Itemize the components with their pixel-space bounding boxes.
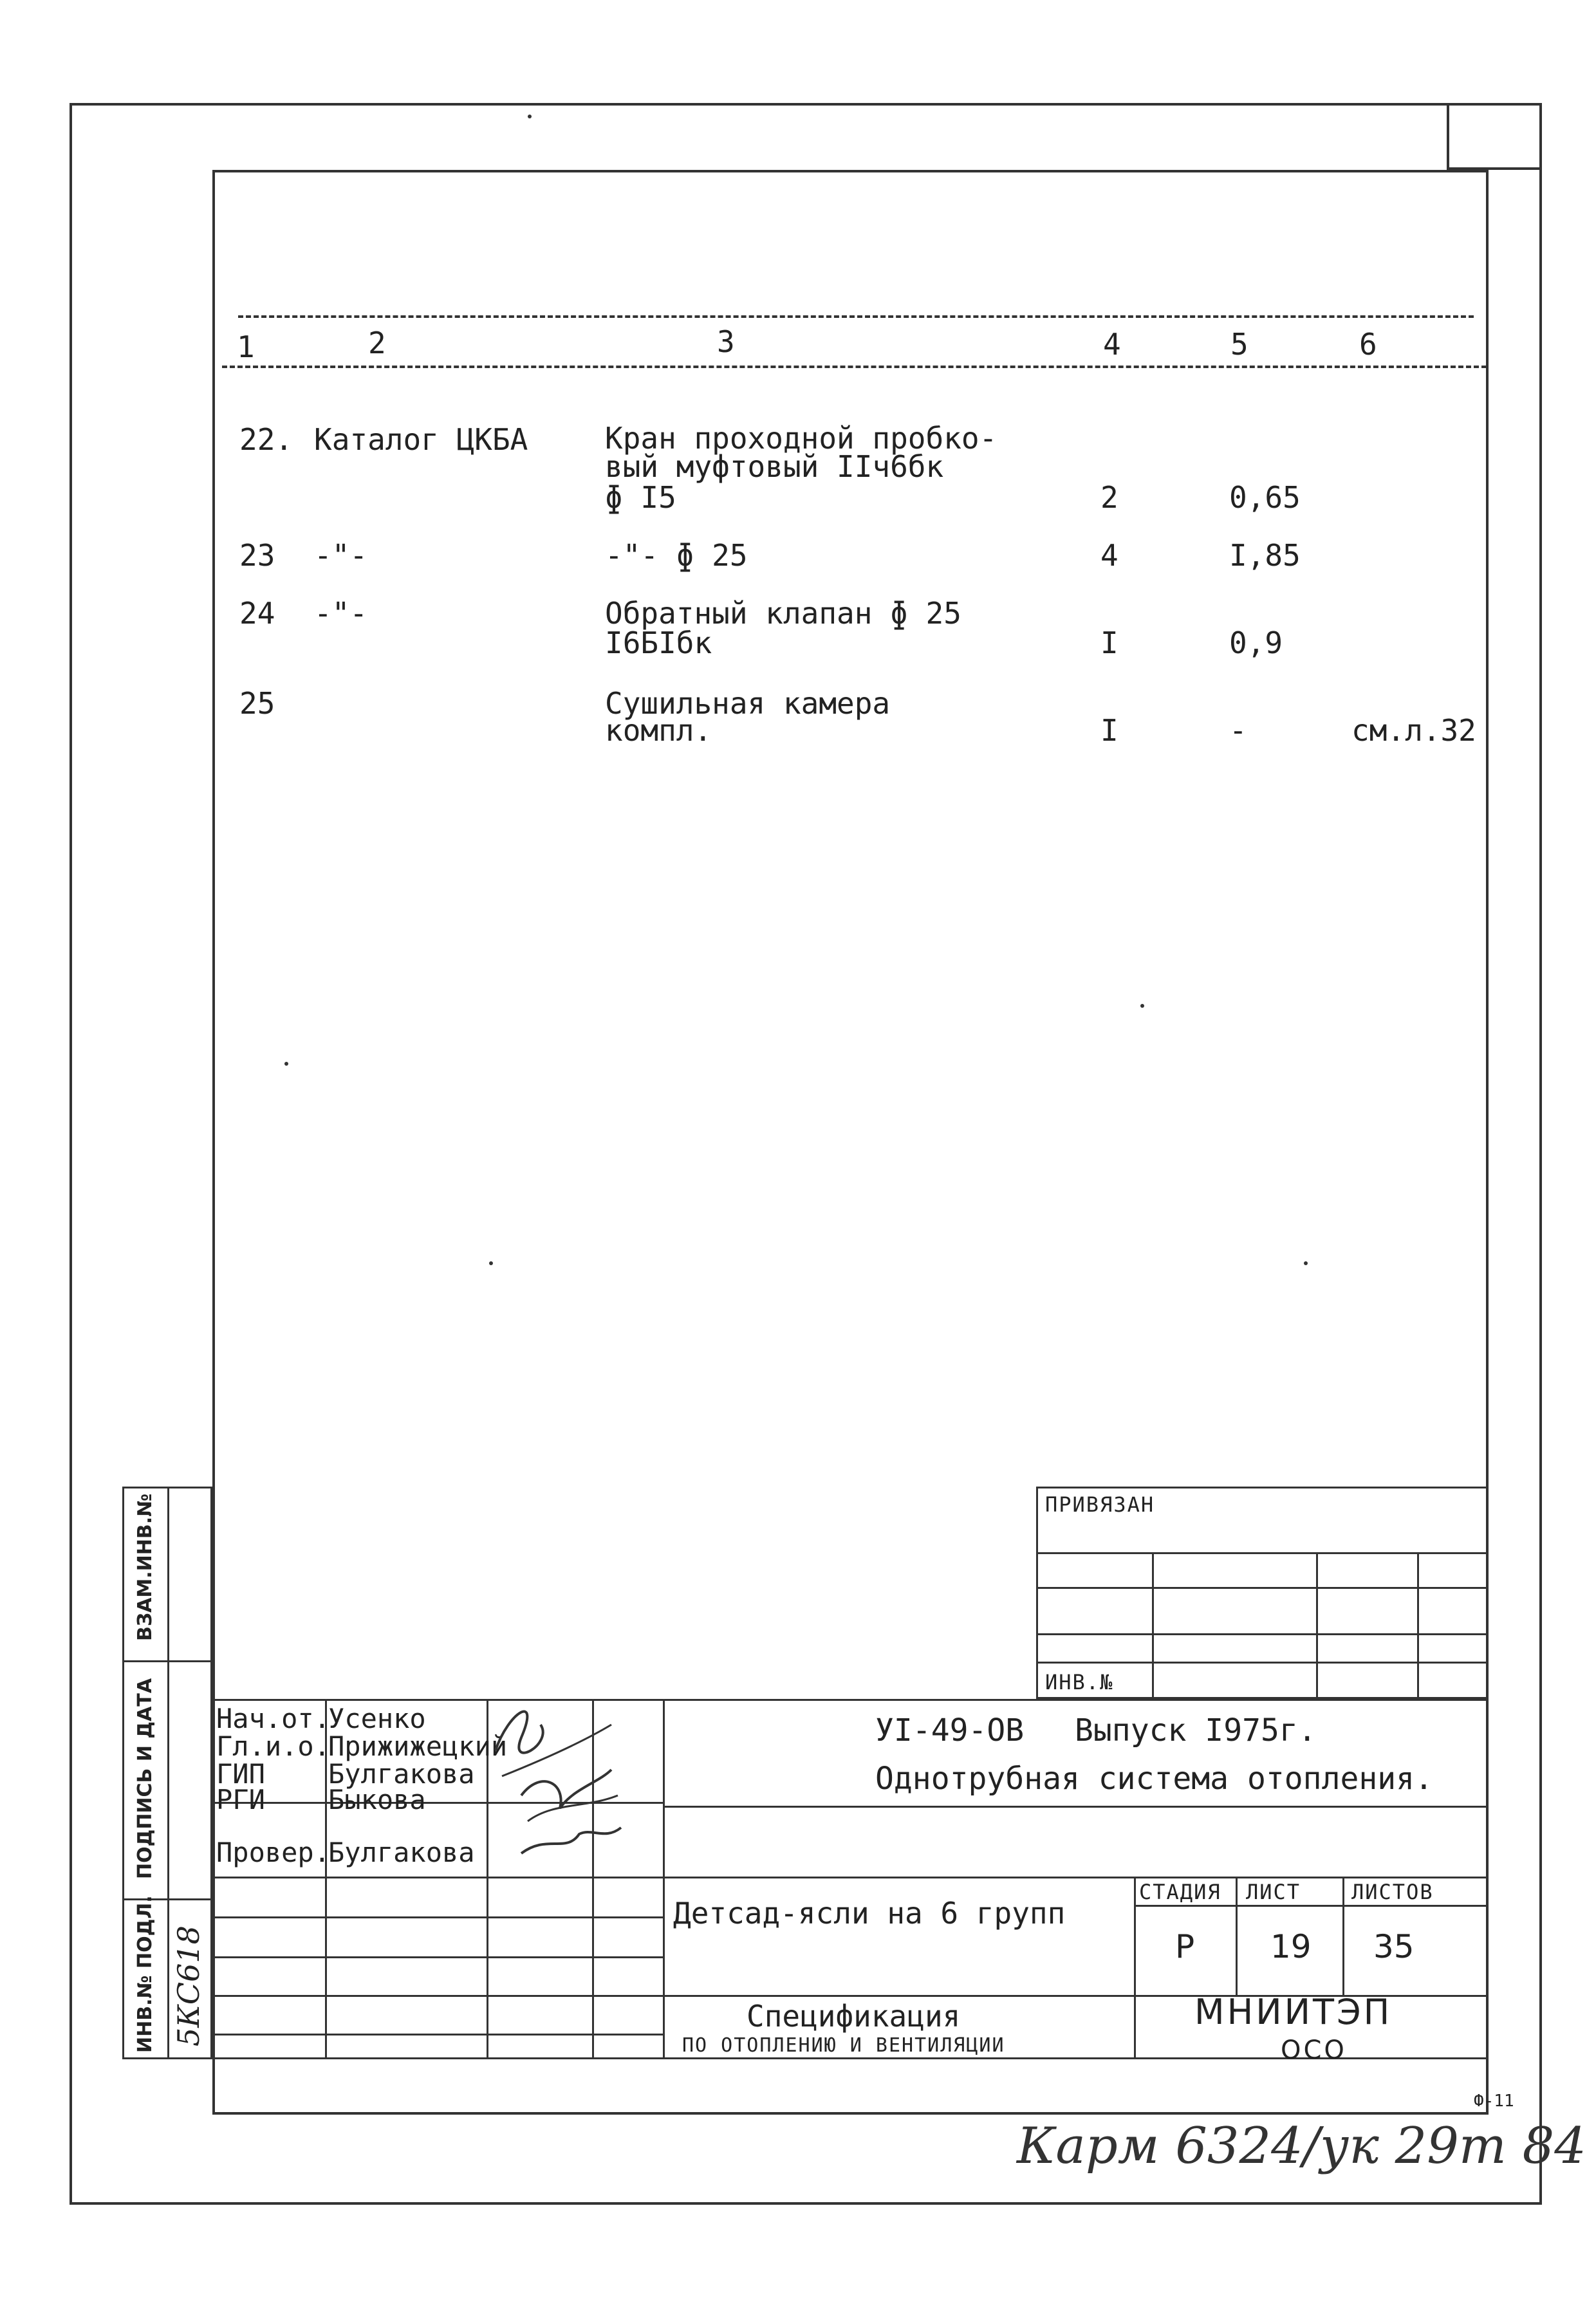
col-header-3: 3 [717,324,735,359]
scan-speck [528,115,532,118]
row-23-quantity: 4 [1100,538,1118,573]
title-line [212,1956,663,1958]
organization-name: МНИИТЭП [1194,1992,1393,2032]
role-checker: Провер. [216,1837,331,1868]
stage-label: СТАДИЯ [1139,1880,1221,1904]
title-line [1134,1905,1489,1907]
row-22-quantity: 2 [1100,480,1118,515]
sheet-value: 19 [1270,1928,1312,1965]
side-line [122,1660,212,1662]
row-23-number: 23 [239,538,275,573]
row-25-name-line2: компл. [605,713,712,748]
title-vline [1236,1877,1238,1995]
footer-handwritten-note: Карм 6324/ук 29т 84 [1017,2117,1586,2175]
col-header-2: 2 [368,326,386,360]
form-code: Ф-11 [1474,2091,1514,2111]
title-line [212,2034,663,2035]
row-23-mass: I,85 [1229,538,1301,573]
binding-vline [1417,1552,1419,1699]
col-header-1: 1 [237,329,255,364]
sheets-label: ЛИСТОВ [1351,1880,1434,1904]
side-label-orig-inv: ИНВ.№ ПОДЛ. [134,1895,156,2053]
row-24-name-line1: Обратный клапан ɸ 25 [605,596,961,631]
row-25-name-line1: Сушильная камера [605,686,891,721]
row-24-number: 24 [239,596,275,631]
title-vline [1342,1877,1344,1995]
row-25-number: 25 [239,686,275,721]
side-handwritten-number: 5КС618 [171,1925,206,2046]
inventory-label: ИНВ.№ [1045,1670,1114,1694]
row-22-name-line2: вый муфтовый IIч6бк [605,449,944,484]
row-22-number: 22. [239,422,293,457]
row-22-name-line3: ɸ I5 [605,480,676,515]
row-22-reference: Каталог ЦКБА [314,422,528,457]
name-head-of-dept: Усенко [328,1703,426,1734]
stage-value: Р [1175,1928,1195,1965]
role-chief-engineer: Гл.и.о. [216,1730,331,1762]
document-code: УI-49-ОВ [875,1712,1025,1748]
row-24-reference: -"- [314,596,368,631]
binding-line [1036,1587,1489,1589]
title-vline [1134,1877,1136,2059]
name-checker: Булгакова [328,1837,475,1868]
row-23-reference: -"- [314,538,368,573]
row-25-quantity: I [1100,713,1118,748]
project-name: Детсад-ясли на 6 групп [673,1896,1066,1931]
scan-speck [489,1261,493,1265]
sheet-label: ЛИСТ [1246,1880,1301,1904]
spec-subtitle: ПО ОТОПЛЕНИЮ И ВЕНТИЛЯЦИИ [682,2034,1005,2057]
col-header-5: 5 [1230,327,1248,362]
name-chief-engineer: Прижижецкий [328,1730,508,1762]
organization-dept: ОСО [1281,2035,1347,2065]
binding-line [1036,1633,1489,1635]
row-24-mass: 0,9 [1229,626,1283,660]
header-dash-bottom [222,366,1487,368]
row-22-mass: 0,65 [1229,480,1301,515]
row-24-name-line2: I6БIбк [605,626,712,660]
name-gip: Булгакова [328,1758,475,1790]
scan-speck [1140,1004,1144,1008]
binding-label: ПРИВЯЗАН [1045,1492,1155,1517]
title-line [663,1806,1489,1808]
side-label-replace-inv: ВЗАМ.ИНВ.№ [134,1493,156,1641]
side-vline [167,1487,169,2059]
role-head-of-dept: Нач.от. [216,1703,331,1734]
role-rgi: РГИ [216,1784,265,1815]
col-header-4: 4 [1103,327,1121,362]
sheets-value: 35 [1373,1928,1415,1965]
binding-vline [1152,1552,1154,1699]
scan-speck [1304,1261,1308,1265]
frame-notch [1447,103,1542,170]
signatures [483,1673,637,1879]
issue-year: Выпуск I975г. [1075,1712,1317,1748]
binding-line [1036,1662,1489,1664]
col-header-6: 6 [1359,327,1377,362]
title-line [212,1877,1489,1878]
role-gip: ГИП [216,1758,265,1790]
row-25-mass: - [1229,713,1247,748]
system-title: Однотрубная система отопления. [875,1761,1433,1797]
scan-speck [284,1062,288,1066]
header-dash-top [238,315,1474,318]
title-vline [663,1699,665,2059]
name-rgi: Быкова [328,1784,426,1815]
spec-title: Спецификация [747,1999,961,2034]
row-23-name-line1: -"- ɸ 25 [605,538,748,573]
title-line [212,1916,663,1918]
row-24-quantity: I [1100,626,1118,660]
binding-vline [1316,1552,1318,1699]
side-label-signature-date: ПОДПИСЬ И ДАТА [134,1678,156,1879]
binding-block [1036,1487,1489,1699]
row-22-name-line1: Кран проходной пробко- [605,421,998,456]
row-25-note: см.л.32 [1351,713,1476,748]
binding-line [1036,1552,1489,1554]
